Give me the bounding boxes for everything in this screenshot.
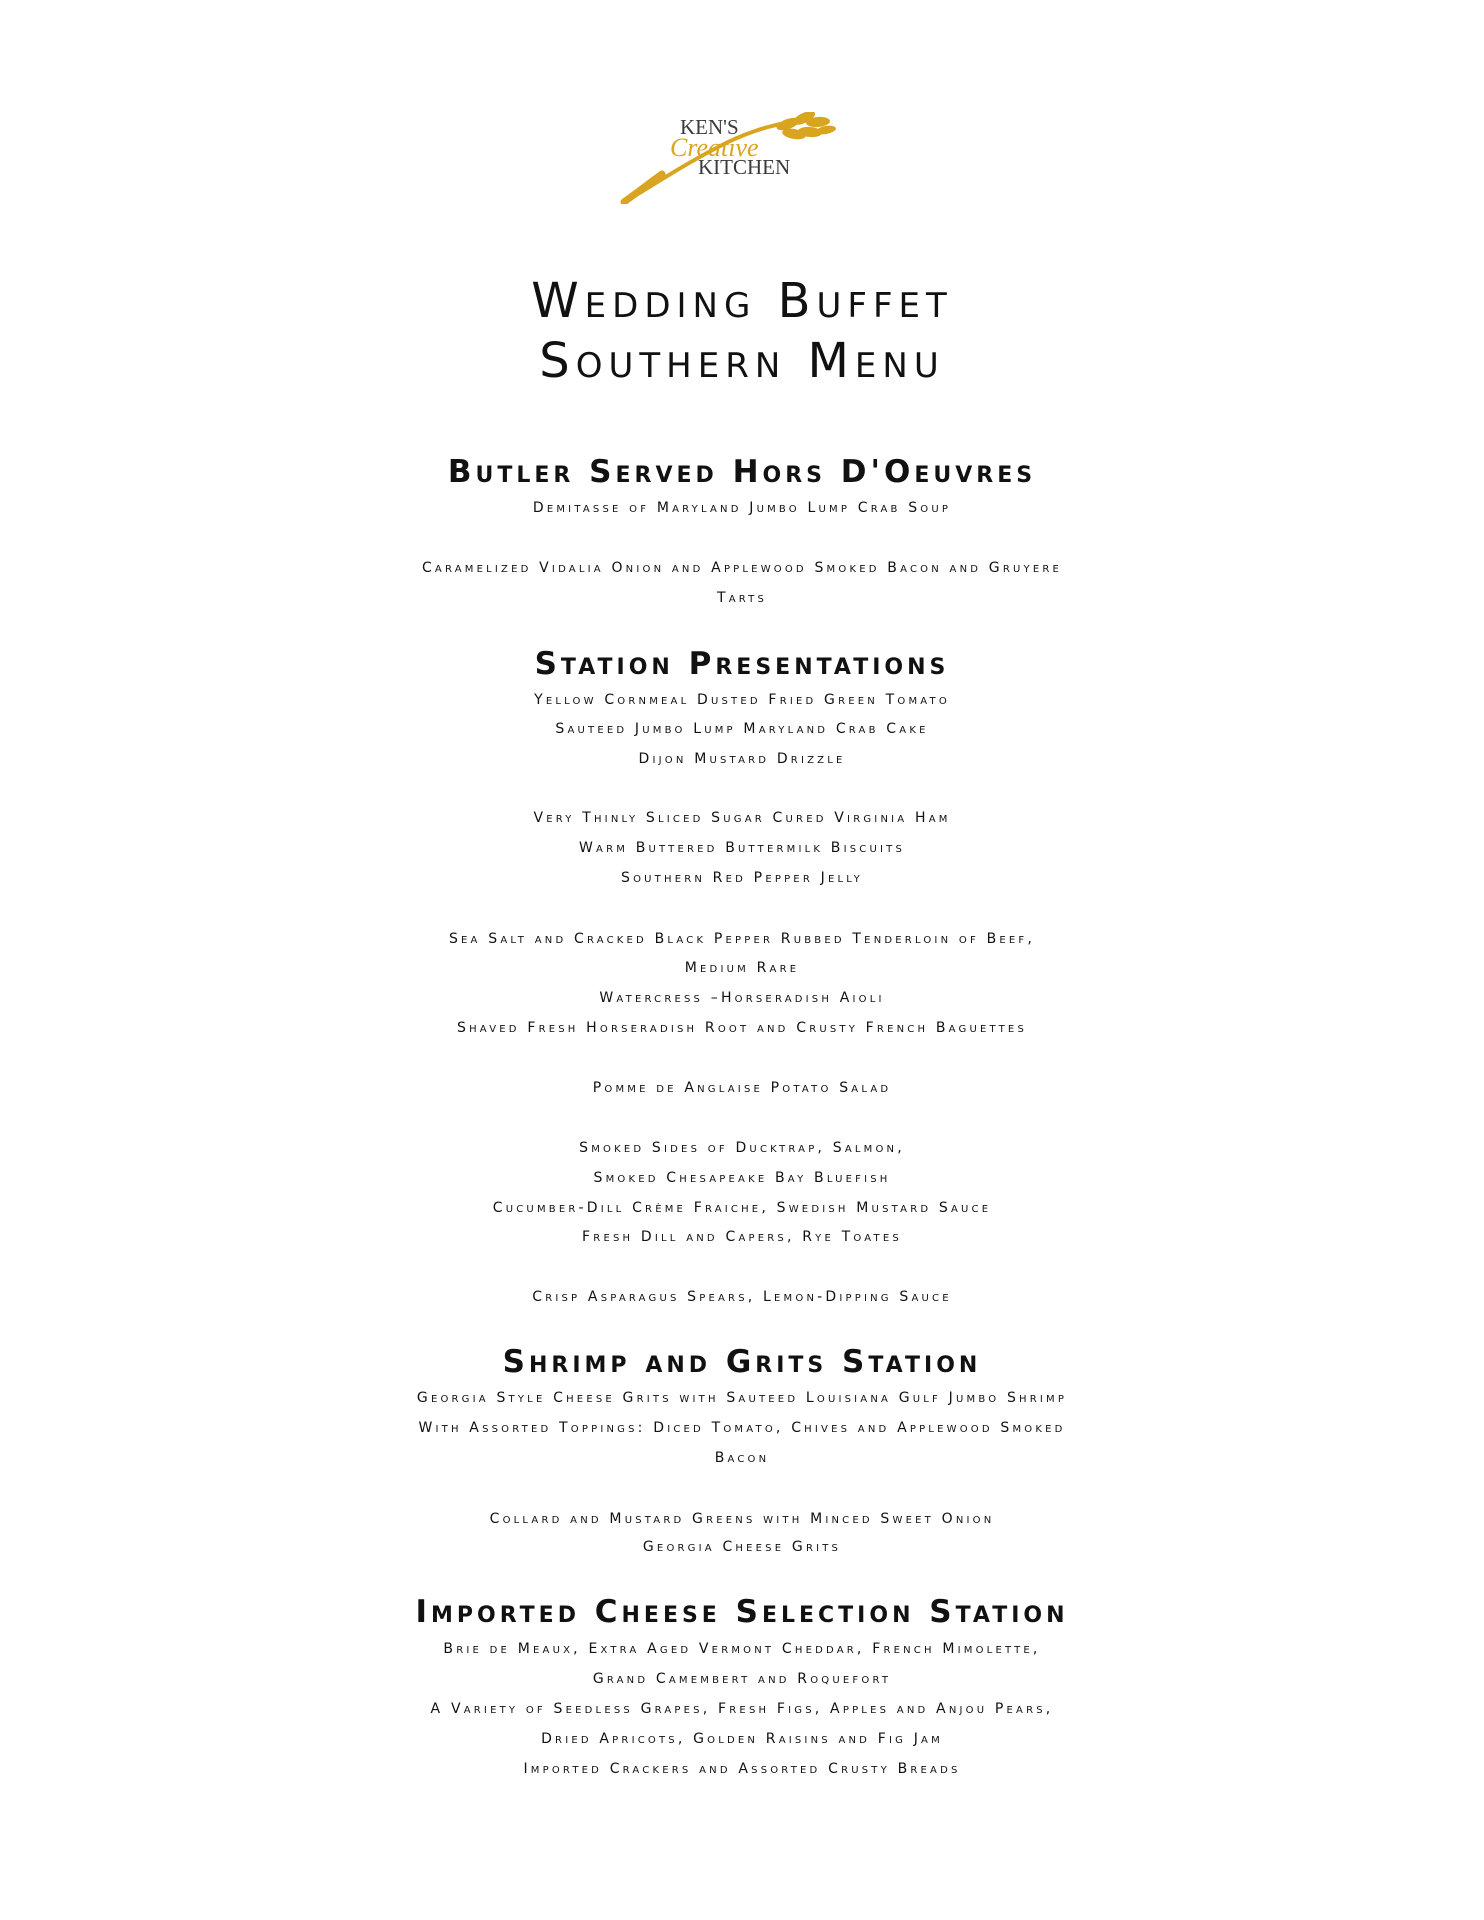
menu-item: Brie de Meaux, Extra Aged Vermont Cheddar, French Mimolette, xyxy=(443,1641,1041,1657)
menu-item: Pomme de Anglaise Potato Salad xyxy=(592,1080,892,1096)
menu-item: Collard and Mustard Greens with Minced Sweet Onion xyxy=(489,1511,995,1527)
menu-item: Yellow Cornmeal Dusted Fried Green Tomato xyxy=(534,692,950,708)
section-heading-cheese-selection: Imported Cheese Selection Station xyxy=(415,1594,1069,1630)
menu-item: Dried Apricots, Golden Raisins and Fig Jam xyxy=(541,1731,943,1747)
ken-s-creative-kitchen-logo xyxy=(618,112,868,204)
menu-item: Sea Salt and Cracked Black Pepper Rubbed Tenderloin of Beef, xyxy=(448,931,1036,947)
menu-item: Dijon Mustard Drizzle xyxy=(638,751,846,767)
menu-item: Smoked Chesapeake Bay Bluefish xyxy=(593,1170,891,1186)
section-heading-station-presentations: Station Presentations xyxy=(534,646,950,682)
menu-item: With Assorted Toppings: Diced Tomato, Chives and Applewood Smoked xyxy=(418,1420,1066,1436)
menu-item: Caramelized Vidalia Onion and Applewood Smoked Bacon and Gruyere xyxy=(421,560,1063,576)
menu-item: A Variety of Seedless Grapes, Fresh Figs, Apples and Anjou Pears, xyxy=(430,1701,1054,1717)
section-heading-hors-doeuvres: Butler Served Hors D'Oeuvres xyxy=(447,454,1037,490)
menu-item: Medium Rare xyxy=(684,960,800,976)
section-heading-shrimp-grits: Shrimp and Grits Station xyxy=(502,1344,982,1380)
logo-line2: Creative xyxy=(670,133,759,162)
menu-item: Georgia Style Cheese Grits with Sauteed Louisiana Gulf Jumbo Shrimp xyxy=(416,1390,1068,1406)
menu-item: Tarts xyxy=(716,590,768,606)
menu-item: Grand Camembert and Roquefort xyxy=(592,1671,892,1687)
menu-item: Very Thinly Sliced Sugar Cured Virginia Ham xyxy=(533,810,951,826)
menu-item: Crisp Asparagus Spears, Lemon-Dipping Sauce xyxy=(532,1289,952,1305)
menu-item: Watercress –Horseradish Aioli xyxy=(599,990,885,1006)
menu-item: Bacon xyxy=(714,1450,770,1466)
logo-line1: KEN'S xyxy=(680,115,739,139)
menu-item: Georgia Cheese Grits xyxy=(642,1539,842,1555)
menu-title-line1: Wedding Buffet xyxy=(531,273,953,329)
menu-item: Smoked Sides of Ducktrap, Salmon, xyxy=(579,1140,905,1156)
menu-title-line2: Southern Menu xyxy=(539,333,945,389)
menu-item: Fresh Dill and Capers, Rye Toates xyxy=(582,1229,902,1245)
menu-item: Warm Buttered Buttermilk Biscuits xyxy=(578,840,905,856)
menu-item: Southern Red Pepper Jelly xyxy=(620,870,863,886)
menu-item: Sauteed Jumbo Lump Maryland Crab Cake xyxy=(555,721,929,737)
menu-item: Shaved Fresh Horseradish Root and Crusty French Baguettes xyxy=(457,1020,1027,1036)
menu-item: Imported Crackers and Assorted Crusty Breads xyxy=(523,1761,961,1777)
logo-line3: KITCHEN xyxy=(698,155,791,179)
menu-item: Demitasse of Maryland Jumbo Lump Crab Soup xyxy=(532,500,952,516)
menu-item: Cucumber-Dill Crème Fraiche, Swedish Mustard Sauce xyxy=(492,1200,992,1216)
wheat-logo-icon xyxy=(618,112,868,204)
